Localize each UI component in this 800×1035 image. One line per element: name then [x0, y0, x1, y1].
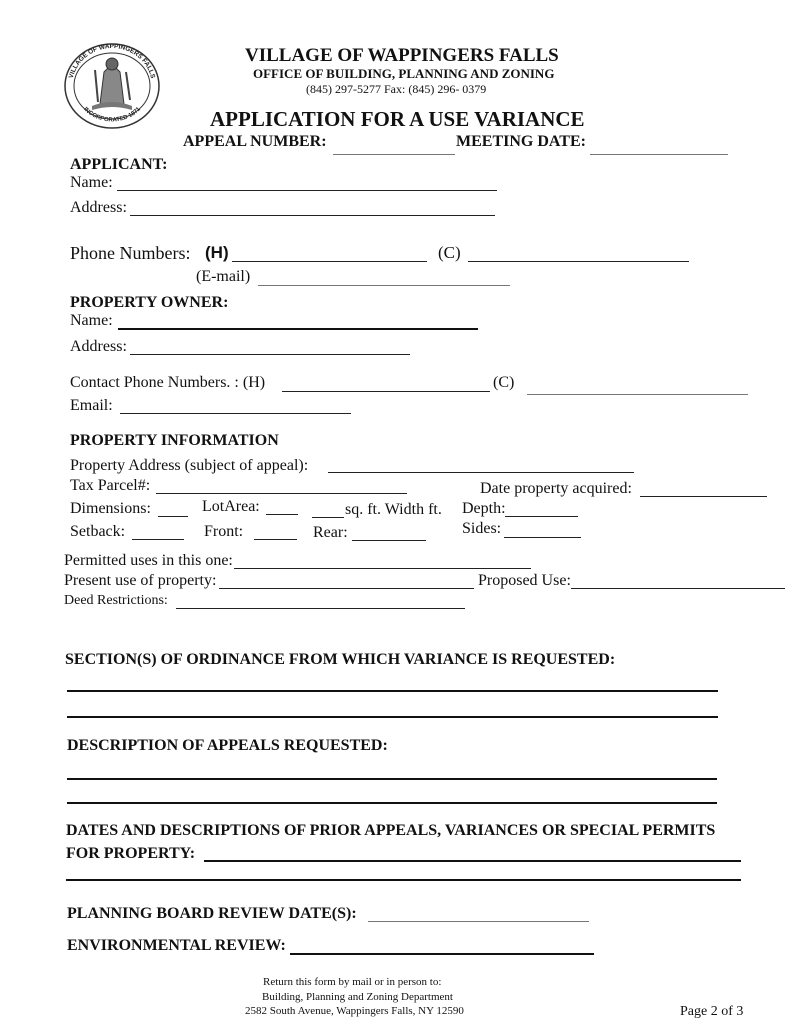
date-acquired-label: Date property acquired:	[480, 480, 632, 497]
proposed-use-field[interactable]	[571, 588, 785, 589]
ordinance-heading: SECTION(S) OF ORDINANCE FROM WHICH VARIANCE IS REQUESTED:	[65, 651, 616, 668]
applicant-cell-phone-field[interactable]	[468, 261, 689, 262]
prior-appeals-line-2[interactable]	[66, 879, 741, 881]
prior-appeals-heading: DATES AND DESCRIPTIONS OF PRIOR APPEALS, VARIANCES OR SPECIAL PERMITS	[66, 822, 716, 839]
applicant-email-label: (E-mail)	[196, 268, 251, 285]
applicant-cell-marker: (C)	[438, 243, 461, 262]
applicant-address-label: Address:	[70, 199, 127, 216]
applicant-phone-label: Phone Numbers:	[70, 243, 191, 263]
present-use-field[interactable]	[219, 588, 474, 589]
permitted-uses-label: Permitted uses in this one:	[64, 552, 233, 569]
lot-area-field[interactable]	[266, 514, 298, 515]
sides-label: Sides:	[462, 520, 502, 537]
environmental-review-label: ENVIRONMENTAL REVIEW:	[67, 937, 286, 954]
sides-field[interactable]	[504, 537, 581, 538]
permitted-uses-field[interactable]	[234, 568, 531, 569]
property-heading: PROPERTY INFORMATION	[70, 432, 279, 449]
present-use-label: Present use of property:	[64, 572, 217, 589]
prior-appeals-heading-line2: FOR PROPERTY:	[66, 845, 196, 862]
applicant-name-field[interactable]	[117, 190, 497, 191]
depth-field[interactable]	[505, 516, 578, 517]
appeal-number-field[interactable]	[333, 154, 455, 155]
environmental-review-field[interactable]	[290, 953, 594, 955]
description-line-1[interactable]	[67, 778, 717, 780]
planning-board-label: PLANNING BOARD REVIEW DATE(S):	[67, 905, 357, 922]
deed-restrictions-label: Deed Restrictions:	[64, 593, 168, 608]
footer-line-3: 2582 South Avenue, Wappingers Falls, NY 12590	[245, 1005, 464, 1017]
office-contact: (845) 297-5277 Fax: (845) 296- 0379	[306, 82, 487, 96]
owner-address-label: Address:	[70, 338, 127, 355]
dimensions-field[interactable]	[158, 516, 188, 517]
tax-parcel-field[interactable]	[156, 493, 407, 494]
owner-email-label: Email:	[70, 397, 113, 414]
village-seal-logo	[62, 42, 162, 130]
lot-area-label: LotArea:	[202, 498, 260, 515]
seal-top-text: VILLAGE OF WAPPINGERS FALLS	[67, 42, 157, 80]
footer-line-1: Return this form by mail or in person to:	[263, 976, 442, 988]
ordinance-line-1[interactable]	[67, 690, 718, 692]
footer-line-2: Building, Planning and Zoning Department	[262, 991, 453, 1003]
applicant-address-field[interactable]	[130, 215, 495, 216]
deed-restrictions-field[interactable]	[176, 608, 465, 609]
owner-address-field[interactable]	[130, 354, 410, 355]
meeting-date-field[interactable]	[590, 154, 728, 155]
meeting-date-label: MEETING DATE:	[456, 133, 586, 150]
applicant-home-phone-field[interactable]	[232, 261, 427, 262]
depth-label: Depth:	[462, 500, 506, 517]
property-address-field[interactable]	[328, 472, 634, 473]
office-name: OFFICE OF BUILDING, PLANNING AND ZONING	[253, 66, 555, 81]
dimensions-label: Dimensions:	[70, 500, 151, 517]
sqft-field[interactable]	[312, 517, 344, 518]
proposed-use-label: Proposed Use:	[478, 572, 571, 589]
description-heading: DESCRIPTION OF APPEALS REQUESTED:	[67, 737, 388, 754]
description-line-2[interactable]	[67, 802, 717, 804]
page-number: Page 2 of 3	[680, 1004, 744, 1019]
front-field[interactable]	[254, 539, 297, 540]
owner-cell-marker: (C)	[493, 374, 515, 391]
svg-text:INCORPORATED 1871	[82, 106, 142, 124]
page-title: APPLICATION FOR A USE VARIANCE	[210, 107, 585, 131]
sqft-width-label: sq. ft. Width ft.	[345, 501, 442, 518]
appeal-number-label: APPEAL NUMBER:	[183, 133, 327, 150]
prior-appeals-line-1[interactable]	[204, 860, 741, 862]
applicant-name-label: Name:	[70, 174, 113, 191]
owner-name-field[interactable]	[118, 328, 478, 330]
applicant-heading: APPLICANT:	[70, 156, 168, 173]
village-name: VILLAGE OF WAPPINGERS FALLS	[245, 45, 559, 66]
planning-board-field[interactable]	[368, 921, 589, 922]
seal-bottom-text: INCORPORATED 1871	[82, 106, 142, 124]
owner-name-label: Name:	[70, 312, 113, 329]
setback-field[interactable]	[132, 539, 184, 540]
setback-label: Setback:	[70, 523, 126, 540]
applicant-email-field[interactable]	[258, 285, 510, 286]
owner-email-field[interactable]	[120, 413, 351, 414]
owner-heading: PROPERTY OWNER:	[70, 294, 229, 311]
applicant-home-marker: (H)	[205, 243, 229, 262]
owner-cell-phone-field[interactable]	[527, 394, 748, 395]
tax-parcel-label: Tax Parcel#:	[70, 477, 151, 494]
rear-label: Rear:	[313, 524, 348, 541]
rear-field[interactable]	[352, 540, 426, 541]
property-address-label: Property Address (subject of appeal):	[70, 457, 309, 474]
date-acquired-field[interactable]	[640, 496, 767, 497]
owner-home-phone-field[interactable]	[282, 391, 490, 392]
owner-phone-label: Contact Phone Numbers. : (H)	[70, 374, 266, 391]
front-label: Front:	[204, 523, 244, 540]
ordinance-line-2[interactable]	[67, 716, 718, 718]
